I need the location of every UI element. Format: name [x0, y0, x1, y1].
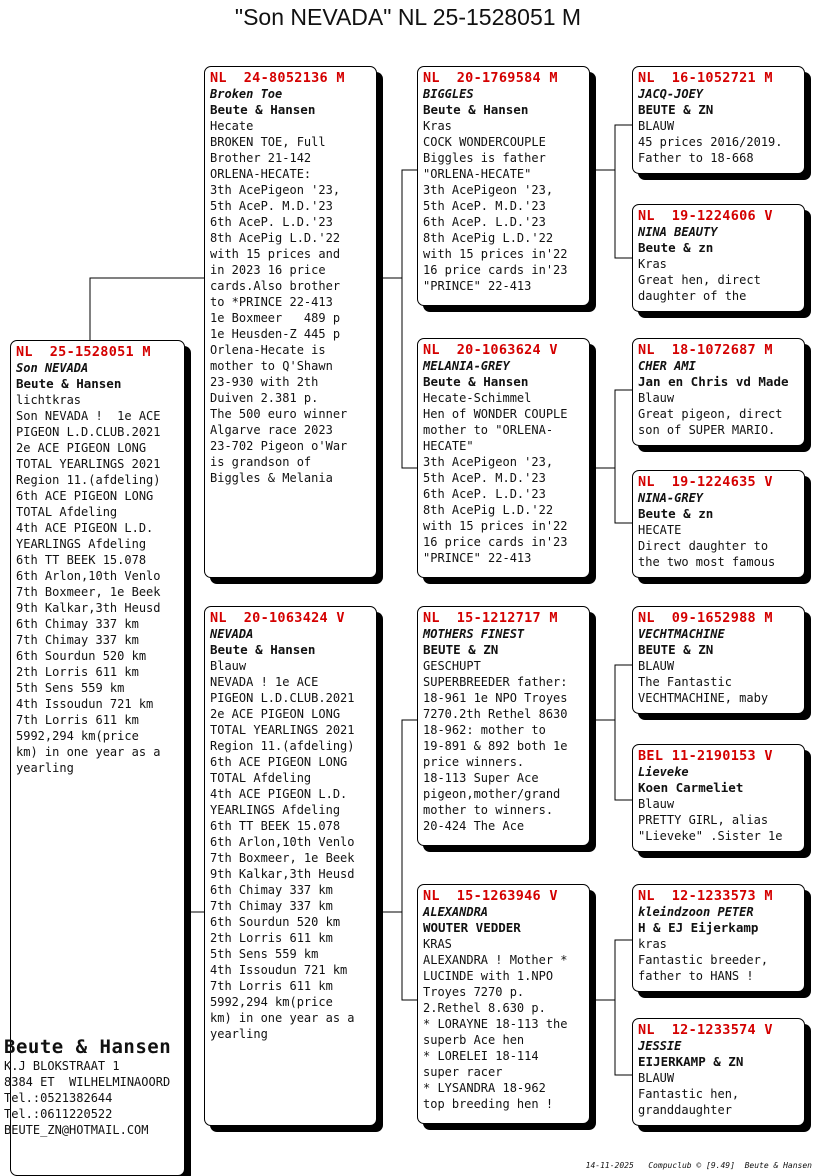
pigeon-info-line: 23-702 Pigeon o'War	[210, 439, 348, 453]
pigeon-info-line: km) in one year as a	[210, 1011, 355, 1025]
pigeon-info-line: Hen of WONDER COUPLE	[423, 407, 568, 421]
pigeon-info-line: km) in one year as a	[16, 745, 161, 759]
pigeon-info-line: VECHTMACHINE, maby	[638, 691, 769, 705]
pigeon-info-line: 18-962: mother to	[423, 723, 546, 737]
owner-address-city: 8384 ET WILHELMINAOORD	[4, 1075, 171, 1089]
ring-number: NL 20-1063624 V	[423, 342, 558, 358]
pigeon-info-line: in 2023 16 price	[210, 263, 326, 277]
pigeon-info-line: yearling	[210, 1027, 268, 1041]
pigeon-info-line: "Lieveke" .Sister 1e	[638, 829, 783, 843]
pigeon-info-line: Region 11.(afdeling)	[16, 473, 161, 487]
ring-number: NL 20-1063424 V	[210, 610, 345, 626]
pigeon-name: VECHTMACHINE	[638, 627, 725, 641]
pigeon-name: JACQ-JOEY	[638, 87, 704, 101]
breeder-name: WOUTER VEDDER	[423, 920, 521, 935]
pigeon-info-line: 6th AceP. L.D.'23	[423, 215, 546, 229]
pigeon-info-line: 6th Arlon,10th Venlo	[16, 569, 161, 583]
pigeon-info-line: 6th Chimay 337 km	[210, 883, 333, 897]
pigeon-info-line: * LORELEI 18-114	[423, 1049, 539, 1063]
owner-phone-1: Tel.:0521382644	[4, 1091, 113, 1105]
pigeon-info-line: with 15 prices in'22	[423, 519, 568, 533]
ring-number: NL 12-1233574 V	[638, 1022, 773, 1038]
breeder-name: BEUTE & ZN	[638, 102, 714, 117]
pigeon-info-line: mother to Q'Shawn	[210, 359, 333, 373]
pigeon-name: MELANIA-GREY	[423, 359, 510, 373]
pigeon-info-line: Region 11.(afdeling)	[210, 739, 355, 753]
pigeon-info-line: Fantastic breeder,	[638, 953, 769, 967]
pigeon-info-line: price winners.	[423, 755, 525, 769]
pigeon-info-line: * LYSANDRA 18-962	[423, 1081, 546, 1095]
pigeon-info-line: KRAS	[423, 937, 452, 951]
pigeon-info-line: super racer	[423, 1065, 503, 1079]
pigeon-info-line: 6th Sourdun 520 km	[16, 649, 147, 663]
pigeon-info-line: superb Ace hen	[423, 1033, 525, 1047]
pigeon-info-line: 5th Sens 559 km	[210, 947, 319, 961]
pigeon-info-line: Hecate	[210, 119, 254, 133]
pigeon-info-line: BLAUW	[638, 119, 675, 133]
pigeon-name: NEVADA	[210, 627, 254, 641]
pigeon-info-line: The 500 euro winner	[210, 407, 348, 421]
breeder-name: Beute & Hansen	[210, 642, 316, 657]
pigeon-info-line: the two most famous	[638, 555, 776, 569]
pigeon-info-line: 16 price cards in'23	[423, 535, 568, 549]
breeder-name: Beute & zn	[638, 240, 714, 255]
breeder-name: Beute & Hansen	[423, 374, 529, 389]
pigeon-info-line: 6th Sourdun 520 km	[210, 915, 341, 929]
pigeon-info-line: TOTAL Afdeling	[210, 771, 312, 785]
breeder-name: Beute & Hansen	[423, 102, 529, 117]
pigeon-info-line: 1e Boxmeer 489 p	[210, 311, 341, 325]
pigeon-info-line: TOTAL YEARLINGS 2021	[210, 723, 355, 737]
pigeon-info-line: PRETTY GIRL, alias	[638, 813, 769, 827]
pigeon-info-line: Hecate-Schimmel	[423, 391, 532, 405]
pigeon-info-line: 2.Rethel 8.630 p.	[423, 1001, 546, 1015]
pigeon-name: Broken Toe	[210, 87, 283, 101]
sire-dam-sire-card[interactable]	[632, 338, 805, 446]
pigeon-info-line: 4th ACE PIGEON L.D.	[210, 787, 348, 801]
pigeon-info-line: is grandson of	[210, 455, 312, 469]
pigeon-info-line: GESCHUPT	[423, 659, 481, 673]
breeder-name: Beute & zn	[638, 506, 714, 521]
pigeon-info-line: SUPERBREEDER father:	[423, 675, 568, 689]
pigeon-info-line: top breeding hen !	[423, 1097, 554, 1111]
pigeon-info-line: Troyes 7270 p.	[423, 985, 525, 999]
pigeon-info-line: Biggles is father	[423, 151, 546, 165]
ring-number: NL 25-1528051 M	[16, 344, 151, 360]
pigeon-info-line: 6th AceP. L.D.'23	[423, 487, 546, 501]
pigeon-info-line: Kras	[638, 257, 667, 271]
pigeon-info-line: 2e ACE PIGEON LONG	[16, 441, 147, 455]
ring-number: NL 15-1263946 V	[423, 888, 558, 904]
pigeon-info-line: 6th TT BEEK 15.078	[210, 819, 341, 833]
pigeon-info-line: cards.Also brother	[210, 279, 341, 293]
pigeon-info-line: 3th AcePigeon '23,	[423, 183, 554, 197]
pigeon-info-line: 45 prices 2016/2019.	[638, 135, 783, 149]
pigeon-info-line: son of SUPER MARIO.	[638, 423, 776, 437]
pigeon-name: MOTHERS FINEST	[423, 627, 525, 641]
pigeon-info-line: BLAUW	[638, 659, 675, 673]
pigeon-info-line: 8th AcePig L.D.'22	[210, 231, 341, 245]
pigeon-info-line: 23-930 with 2th	[210, 375, 319, 389]
pigeon-info-line: HECATE"	[423, 439, 474, 453]
breeder-name: Beute & Hansen	[210, 102, 316, 117]
pigeon-info-line: 5th AceP. M.D.'23	[423, 471, 546, 485]
pigeon-info-line: 5th Sens 559 km	[16, 681, 125, 695]
pigeon-info-line: Biggles & Melania	[210, 471, 333, 485]
pigeon-info-line: PIGEON L.D.CLUB.2021	[210, 691, 355, 705]
pigeon-info-line: ORLENA-HECATE:	[210, 167, 312, 181]
breeder-name: Koen Carmeliet	[638, 780, 744, 795]
pigeon-info-line: 20-424 The Ace	[423, 819, 525, 833]
pigeon-info-line: 7270.2th Rethel 8630	[423, 707, 568, 721]
pigeon-info-line: 3th AcePigeon '23,	[423, 455, 554, 469]
pigeon-name: CHER AMI	[638, 359, 696, 373]
ring-number: NL 19-1224606 V	[638, 208, 773, 224]
pigeon-info-line: PIGEON L.D.CLUB.2021	[16, 425, 161, 439]
pigeon-info-line: mother to "ORLENA-	[423, 423, 554, 437]
pigeon-info-line: 6th ACE PIGEON LONG	[16, 489, 154, 503]
pigeon-info-line: 3th AcePigeon '23,	[210, 183, 341, 197]
pigeon-info-line: 5th AceP. M.D.'23	[210, 199, 333, 213]
sire-sire-dam-card[interactable]	[632, 204, 805, 312]
pigeon-info-line: TOTAL Afdeling	[16, 505, 118, 519]
pigeon-info-line: daughter of the	[638, 289, 747, 303]
pigeon-info-line: Brother 21-142	[210, 151, 312, 165]
ring-number: NL 19-1224635 V	[638, 474, 773, 490]
pigeon-info-line: "PRINCE" 22-413	[423, 279, 532, 293]
owner-name: Beute & Hansen	[4, 1036, 172, 1058]
pigeon-info-line: 6th ACE PIGEON LONG	[210, 755, 348, 769]
pigeon-info-line: 7th Boxmeer, 1e Beek	[210, 851, 355, 865]
pigeon-info-line: 7th Chimay 337 km	[210, 899, 333, 913]
breeder-name: BEUTE & ZN	[423, 642, 499, 657]
pigeon-info-line: 5992,294 km(price	[16, 729, 139, 743]
pigeon-info-line: * LORAYNE 18-113 the	[423, 1017, 568, 1031]
pigeon-info-line: 4th Issoudun 721 km	[16, 697, 154, 711]
pigeon-info-line: HECATE	[638, 523, 682, 537]
dam-dam-sire-card[interactable]	[632, 884, 805, 992]
print-footer: 14-11-2025 Compuclub © [9.49] Beute & Hansen	[585, 1161, 812, 1170]
owner-email: BEUTE_ZN@HOTMAIL.COM	[4, 1123, 149, 1137]
pigeon-info-line: ALEXANDRA ! Mother *	[423, 953, 568, 967]
pigeon-info-line: father to HANS !	[638, 969, 754, 983]
pigeon-info-line: Blauw	[638, 797, 675, 811]
pigeon-info-line: Blauw	[210, 659, 247, 673]
pigeon-info-line: Great pigeon, direct	[638, 407, 783, 421]
pedigree-title: "Son NEVADA" NL 25-1528051 M	[234, 4, 582, 30]
pigeon-name: Lieveke	[638, 765, 689, 779]
sire-sire-card[interactable]	[417, 66, 590, 306]
breeder-name: Beute & Hansen	[16, 376, 122, 391]
breeder-name: Jan en Chris vd Made	[638, 374, 789, 389]
pigeon-info-line: 7th Chimay 337 km	[16, 633, 139, 647]
pigeon-info-line: "PRINCE" 22-413	[423, 551, 532, 565]
pigeon-info-line: 6th AceP. L.D.'23	[210, 215, 333, 229]
dam-card[interactable]	[204, 606, 377, 1126]
pigeon-info-line: Orlena-Hecate is	[210, 343, 326, 357]
pigeon-info-line: with 15 prices and	[210, 247, 341, 261]
pigeon-name: NINA BEAUTY	[638, 225, 718, 239]
owner-phone-2: Tel.:0611220522	[4, 1107, 113, 1121]
pigeon-info-line: 4th Issoudun 721 km	[210, 963, 348, 977]
pigeon-info-line: YEARLINGS Afdeling	[210, 803, 341, 817]
pigeon-info-line: TOTAL YEARLINGS 2021	[16, 457, 161, 471]
pigeon-info-line: Algarve race 2023	[210, 423, 333, 437]
pigeon-info-line: mother to winners.	[423, 803, 554, 817]
pigeon-info-line: 7th Lorris 611 km	[16, 713, 139, 727]
pigeon-info-line: pigeon,mother/grand	[423, 787, 561, 801]
dam-dam-card[interactable]	[417, 884, 590, 1124]
sire-dam-card[interactable]	[417, 338, 590, 578]
pigeon-info-line: 19-891 & 892 both 1e	[423, 739, 568, 753]
pigeon-info-line: 8th AcePig L.D.'22	[423, 231, 554, 245]
pigeon-info-line: COCK WONDERCOUPLE	[423, 135, 546, 149]
pigeon-info-line: Direct daughter to	[638, 539, 769, 553]
pigeon-info-line: The Fantastic	[638, 675, 732, 689]
pigeon-info-line: "ORLENA-HECATE"	[423, 167, 532, 181]
pigeon-info-line: 18-961 1e NPO Troyes	[423, 691, 568, 705]
pigeon-info-line: lichtkras	[16, 393, 82, 407]
ring-number: NL 16-1052721 M	[638, 70, 773, 86]
pigeon-info-line: 6th TT BEEK 15.078	[16, 553, 147, 567]
pigeon-info-line: BROKEN TOE, Full	[210, 135, 326, 149]
pigeon-info-line: yearling	[16, 761, 74, 775]
pigeon-info-line: 16 price cards in'23	[423, 263, 568, 277]
pigeon-info-line: granddaughter	[638, 1103, 732, 1117]
dam-sire-dam-card[interactable]	[632, 744, 805, 852]
pigeon-info-line: Father to 18-668	[638, 151, 754, 165]
pigeon-info-line: 6th Chimay 337 km	[16, 617, 139, 631]
pigeon-info-line: BLAUW	[638, 1071, 675, 1085]
ring-number: NL 15-1212717 M	[423, 610, 558, 626]
pigeon-info-line: 8th AcePig L.D.'22	[423, 503, 554, 517]
ring-number: NL 24-8052136 M	[210, 70, 345, 86]
pigeon-info-line: 4th ACE PIGEON L.D.	[16, 521, 154, 535]
pigeon-name: BIGGLES	[423, 87, 474, 101]
pigeon-name: JESSIE	[638, 1039, 682, 1053]
sire-sire-sire-card[interactable]	[632, 66, 805, 174]
pigeon-info-line: 2th Lorris 611 km	[210, 931, 333, 945]
pigeon-info-line: Duiven 2.381 p.	[210, 391, 319, 405]
pigeon-info-line: 9th Kalkar,3th Heusd	[210, 867, 355, 881]
pigeon-info-line: 1e Heusden-Z 445 p	[210, 327, 341, 341]
pigeon-info-line: 7th Lorris 611 km	[210, 979, 333, 993]
pigeon-name: ALEXANDRA	[423, 905, 489, 919]
pigeon-info-line: kras	[638, 937, 667, 951]
owner-address-street: K.J BLOKSTRAAT 1	[4, 1059, 120, 1073]
breeder-name: H & EJ Eijerkamp	[638, 920, 759, 935]
pigeon-info-line: Son NEVADA ! 1e ACE	[16, 409, 161, 423]
ring-number: NL 20-1769584 M	[423, 70, 558, 86]
pigeon-name: NINA-GREY	[638, 491, 704, 505]
pigeon-info-line: 5992,294 km(price	[210, 995, 333, 1009]
pigeon-info-line: Blauw	[638, 391, 675, 405]
pigeon-info-line: 5th AceP. M.D.'23	[423, 199, 546, 213]
dam-dam-dam-card[interactable]	[632, 1018, 805, 1126]
ring-number: BEL 11-2190153 V	[638, 748, 773, 764]
pigeon-name: Son NEVADA	[16, 361, 89, 375]
ring-number: NL 12-1233573 M	[638, 888, 773, 904]
pigeon-info-line: 18-113 Super Ace	[423, 771, 539, 785]
dam-sire-card[interactable]	[417, 606, 590, 846]
pigeon-info-line: LUCINDE with 1.NPO	[423, 969, 554, 983]
owner-block	[4, 1036, 171, 1138]
ring-number: NL 18-1072687 M	[638, 342, 773, 358]
pigeon-info-line: 2th Lorris 611 km	[16, 665, 139, 679]
pigeon-name: kleindzoon PETER	[638, 905, 754, 919]
pigeon-info-line: 6th Arlon,10th Venlo	[210, 835, 355, 849]
pigeon-info-line: Fantastic hen,	[638, 1087, 740, 1101]
pigeon-info-line: 9th Kalkar,3th Heusd	[16, 601, 161, 615]
dam-sire-sire-card[interactable]	[632, 606, 805, 714]
breeder-name: EIJERKAMP & ZN	[638, 1054, 744, 1069]
ring-number: NL 09-1652988 M	[638, 610, 773, 626]
pigeon-info-line: Kras	[423, 119, 452, 133]
sire-dam-dam-card[interactable]	[632, 470, 805, 578]
sire-card[interactable]	[204, 66, 377, 578]
pigeon-info-line: Great hen, direct	[638, 273, 761, 287]
pigeon-info-line: 2e ACE PIGEON LONG	[210, 707, 341, 721]
pigeon-info-line: YEARLINGS Afdeling	[16, 537, 147, 551]
pigeon-info-line: to *PRINCE 22-413	[210, 295, 333, 309]
breeder-name: BEUTE & ZN	[638, 642, 714, 657]
pigeon-info-line: 7th Boxmeer, 1e Beek	[16, 585, 161, 599]
pigeon-info-line: with 15 prices in'22	[423, 247, 568, 261]
pigeon-info-line: NEVADA ! 1e ACE	[210, 675, 319, 689]
